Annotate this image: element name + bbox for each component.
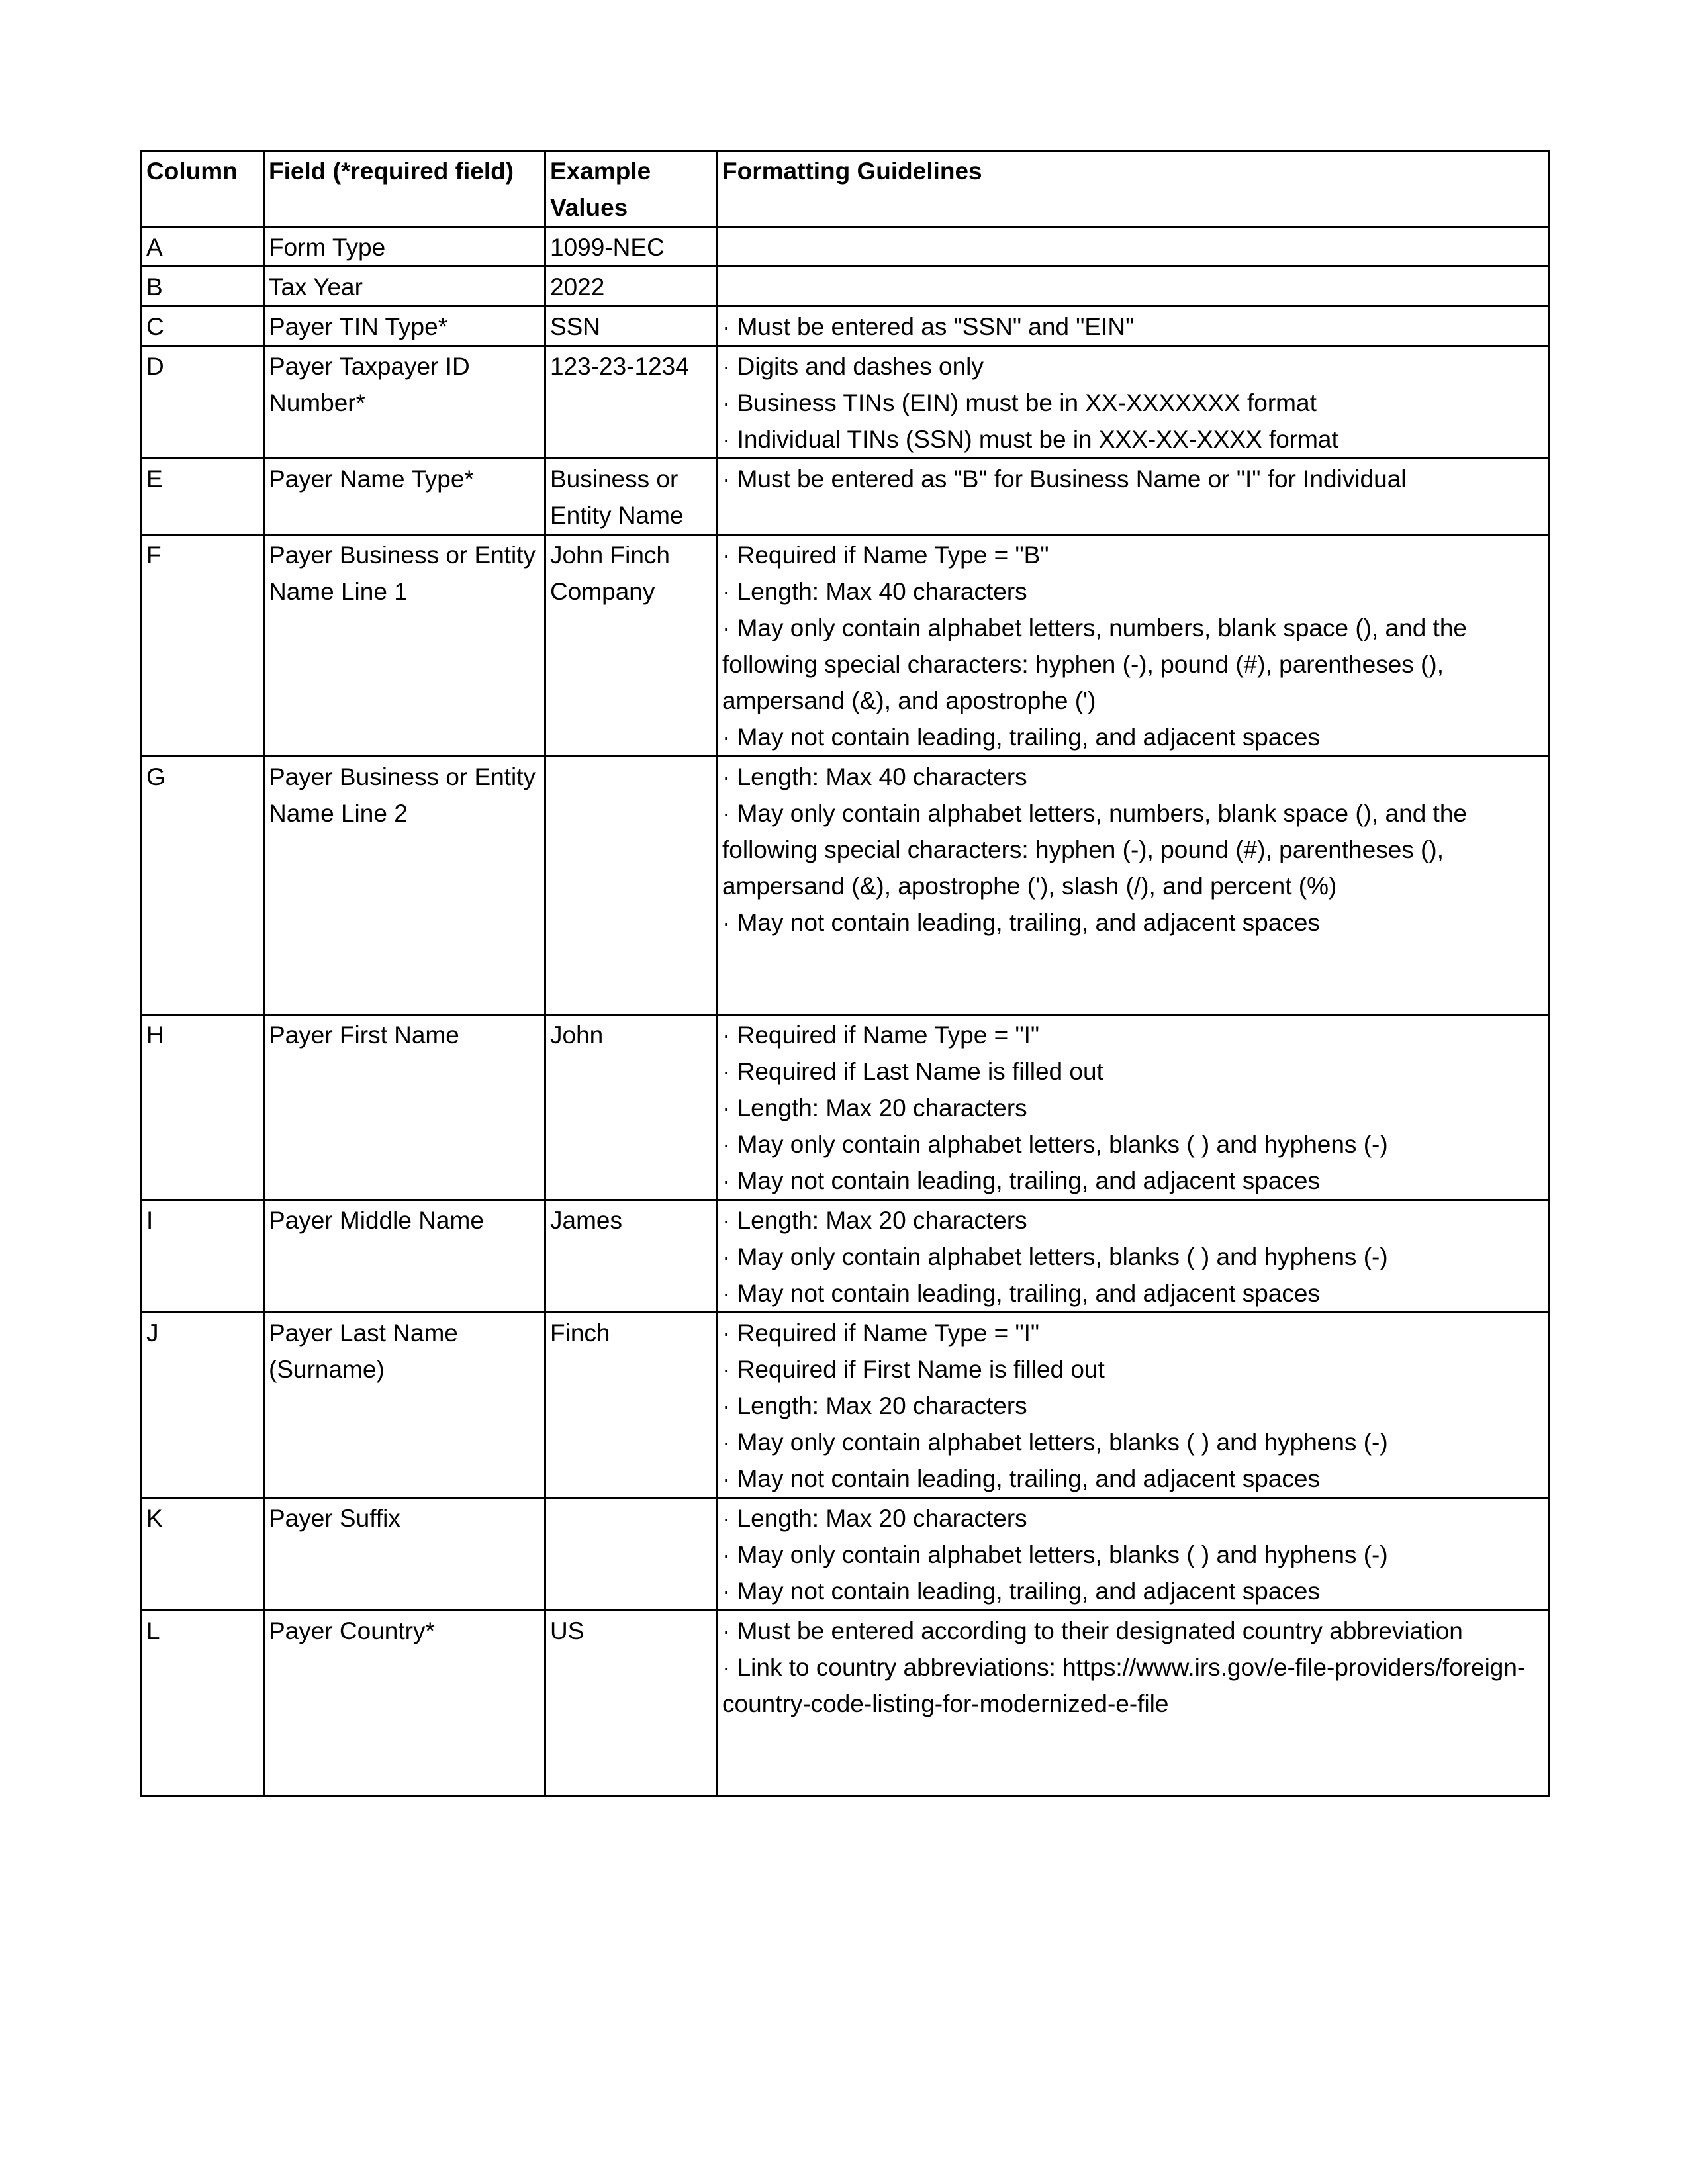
guideline-line: · Required if Last Name is filled out [722, 1058, 1103, 1085]
guideline-line: · May only contain alphabet letters, blanks ( ) and hyphens (-) [722, 1243, 1388, 1270]
header-formatting-guidelines: Formatting Guidelines [718, 151, 1550, 227]
cell-field-name: Payer Last Name (Surname) [264, 1313, 545, 1498]
header-example-values: Example Values [545, 151, 718, 227]
guideline-line: · May not contain leading, trailing, and adjacent spaces [722, 1167, 1320, 1194]
cell-formatting-guidelines [718, 346, 1550, 459]
table-row [142, 1313, 1550, 1498]
cell-formatting-guidelines [718, 535, 1550, 757]
table-row [142, 1611, 1550, 1796]
cell-example-value: John Finch Company [545, 535, 718, 757]
cell-example-value: Business or Entity Name [545, 459, 718, 535]
guideline-line: · Must be entered as "B" for Business Name or "I" for Individual [722, 465, 1407, 493]
cell-column-letter: I [142, 1200, 264, 1313]
header-column: Column [142, 151, 264, 227]
table-body [142, 227, 1550, 1796]
guideline-line: · May only contain alphabet letters, numbers, blank space (), and the following special characters: hyphen (-), pound (#), parentheses (), ampersand (&), apostrophe ('), slash (/), and percent (%) [722, 800, 1467, 900]
guideline-line: · Individual TINs (SSN) must be in XXX-XX-XXXX format [722, 426, 1338, 453]
table-row [142, 307, 1550, 346]
guideline-line: · Length: Max 20 characters [722, 1094, 1027, 1121]
table-row [142, 459, 1550, 535]
cell-example-value [545, 757, 718, 1015]
guideline-line: · Digits and dashes only [722, 353, 984, 380]
cell-column-letter: K [142, 1498, 264, 1611]
cell-column-letter: A [142, 227, 264, 267]
cell-column-letter: G [142, 757, 264, 1015]
guideline-line: · Must be entered according to their designated country abbreviation [722, 1617, 1463, 1644]
cell-field-name: Payer Suffix [264, 1498, 545, 1611]
table-row [142, 757, 1550, 1015]
guideline-line: · May not contain leading, trailing, and adjacent spaces [722, 909, 1320, 936]
cell-field-name: Payer Business or Entity Name Line 1 [264, 535, 545, 757]
table-row [142, 535, 1550, 757]
guideline-line: · Required if Name Type = "I" [722, 1021, 1040, 1049]
table-row [142, 1200, 1550, 1313]
cell-formatting-guidelines [718, 1200, 1550, 1313]
cell-field-name: Payer TIN Type* [264, 307, 545, 346]
table-row [142, 267, 1550, 307]
cell-field-name: Payer First Name [264, 1015, 545, 1200]
guideline-line: · Required if Name Type = "B" [722, 542, 1049, 569]
cell-field-name: Payer Country* [264, 1611, 545, 1796]
cell-field-name: Payer Middle Name [264, 1200, 545, 1313]
guideline-line: · Length: Max 20 characters [722, 1207, 1027, 1234]
guideline-line: · May only contain alphabet letters, blanks ( ) and hyphens (-) [722, 1131, 1388, 1158]
guideline-line: · Length: Max 20 characters [722, 1392, 1027, 1419]
table-row [142, 1015, 1550, 1200]
cell-example-value: James [545, 1200, 718, 1313]
cell-field-name: Form Type [264, 227, 545, 267]
cell-formatting-guidelines [718, 267, 1550, 307]
cell-formatting-guidelines [718, 757, 1550, 1015]
cell-field-name: Payer Name Type* [264, 459, 545, 535]
cell-formatting-guidelines [718, 459, 1550, 535]
guideline-line: · May only contain alphabet letters, blanks ( ) and hyphens (-) [722, 1429, 1388, 1456]
cell-example-value: 2022 [545, 267, 718, 307]
table-header [142, 151, 1550, 227]
cell-example-value: SSN [545, 307, 718, 346]
table-row [142, 227, 1550, 267]
guideline-line: · Required if Name Type = "I" [722, 1319, 1040, 1347]
cell-spacer [722, 1722, 1544, 1795]
header-field: Field (*required field) [264, 151, 545, 227]
cell-formatting-guidelines [718, 1015, 1550, 1200]
guideline-line: · May not contain leading, trailing, and adjacent spaces [722, 1280, 1320, 1307]
cell-example-value: John [545, 1015, 718, 1200]
cell-column-letter: D [142, 346, 264, 459]
cell-column-letter: H [142, 1015, 264, 1200]
cell-formatting-guidelines [718, 1313, 1550, 1498]
cell-example-value [545, 1498, 718, 1611]
field-spec-table [140, 150, 1550, 1797]
guideline-line: · May only contain alphabet letters, blanks ( ) and hyphens (-) [722, 1541, 1388, 1568]
table-row [142, 346, 1550, 459]
cell-field-name: Payer Taxpayer ID Number* [264, 346, 545, 459]
cell-field-name: Tax Year [264, 267, 545, 307]
cell-formatting-guidelines [718, 1611, 1550, 1796]
cell-formatting-guidelines [718, 307, 1550, 346]
cell-column-letter: J [142, 1313, 264, 1498]
guideline-line: · Business TINs (EIN) must be in XX-XXXXXXX format [722, 389, 1317, 416]
cell-column-letter: F [142, 535, 264, 757]
guideline-line: · Must be entered as "SSN" and "EIN" [722, 313, 1135, 340]
cell-formatting-guidelines [718, 1498, 1550, 1611]
guideline-line: · May not contain leading, trailing, and adjacent spaces [722, 1578, 1320, 1605]
cell-column-letter: L [142, 1611, 264, 1796]
guideline-line: · May only contain alphabet letters, numbers, blank space (), and the following special characters: hyphen (-), pound (#), parentheses (), ampersand (&), and apostrophe (') [722, 614, 1467, 714]
guideline-line: · May not contain leading, trailing, and adjacent spaces [722, 1465, 1320, 1492]
cell-column-letter: B [142, 267, 264, 307]
cell-example-value: 1099-NEC [545, 227, 718, 267]
guideline-line: · Length: Max 40 characters [722, 578, 1027, 605]
header-row [142, 151, 1550, 227]
table-row [142, 1498, 1550, 1611]
cell-example-value: 123-23-1234 [545, 346, 718, 459]
cell-example-value: Finch [545, 1313, 718, 1498]
cell-column-letter: E [142, 459, 264, 535]
cell-spacer [722, 941, 1544, 1014]
cell-field-name: Payer Business or Entity Name Line 2 [264, 757, 545, 1015]
cell-formatting-guidelines [718, 227, 1550, 267]
guideline-line: · Length: Max 20 characters [722, 1505, 1027, 1532]
guideline-line: · Link to country abbreviations: https://www.irs.gov/e-file-providers/foreign-country-code-listing-for-modernized-e-file [722, 1654, 1526, 1717]
cell-example-value: US [545, 1611, 718, 1796]
guideline-line: · Required if First Name is filled out [722, 1356, 1105, 1383]
guideline-line: · May not contain leading, trailing, and adjacent spaces [722, 724, 1320, 751]
cell-column-letter: C [142, 307, 264, 346]
guideline-line: · Length: Max 40 characters [722, 763, 1027, 790]
